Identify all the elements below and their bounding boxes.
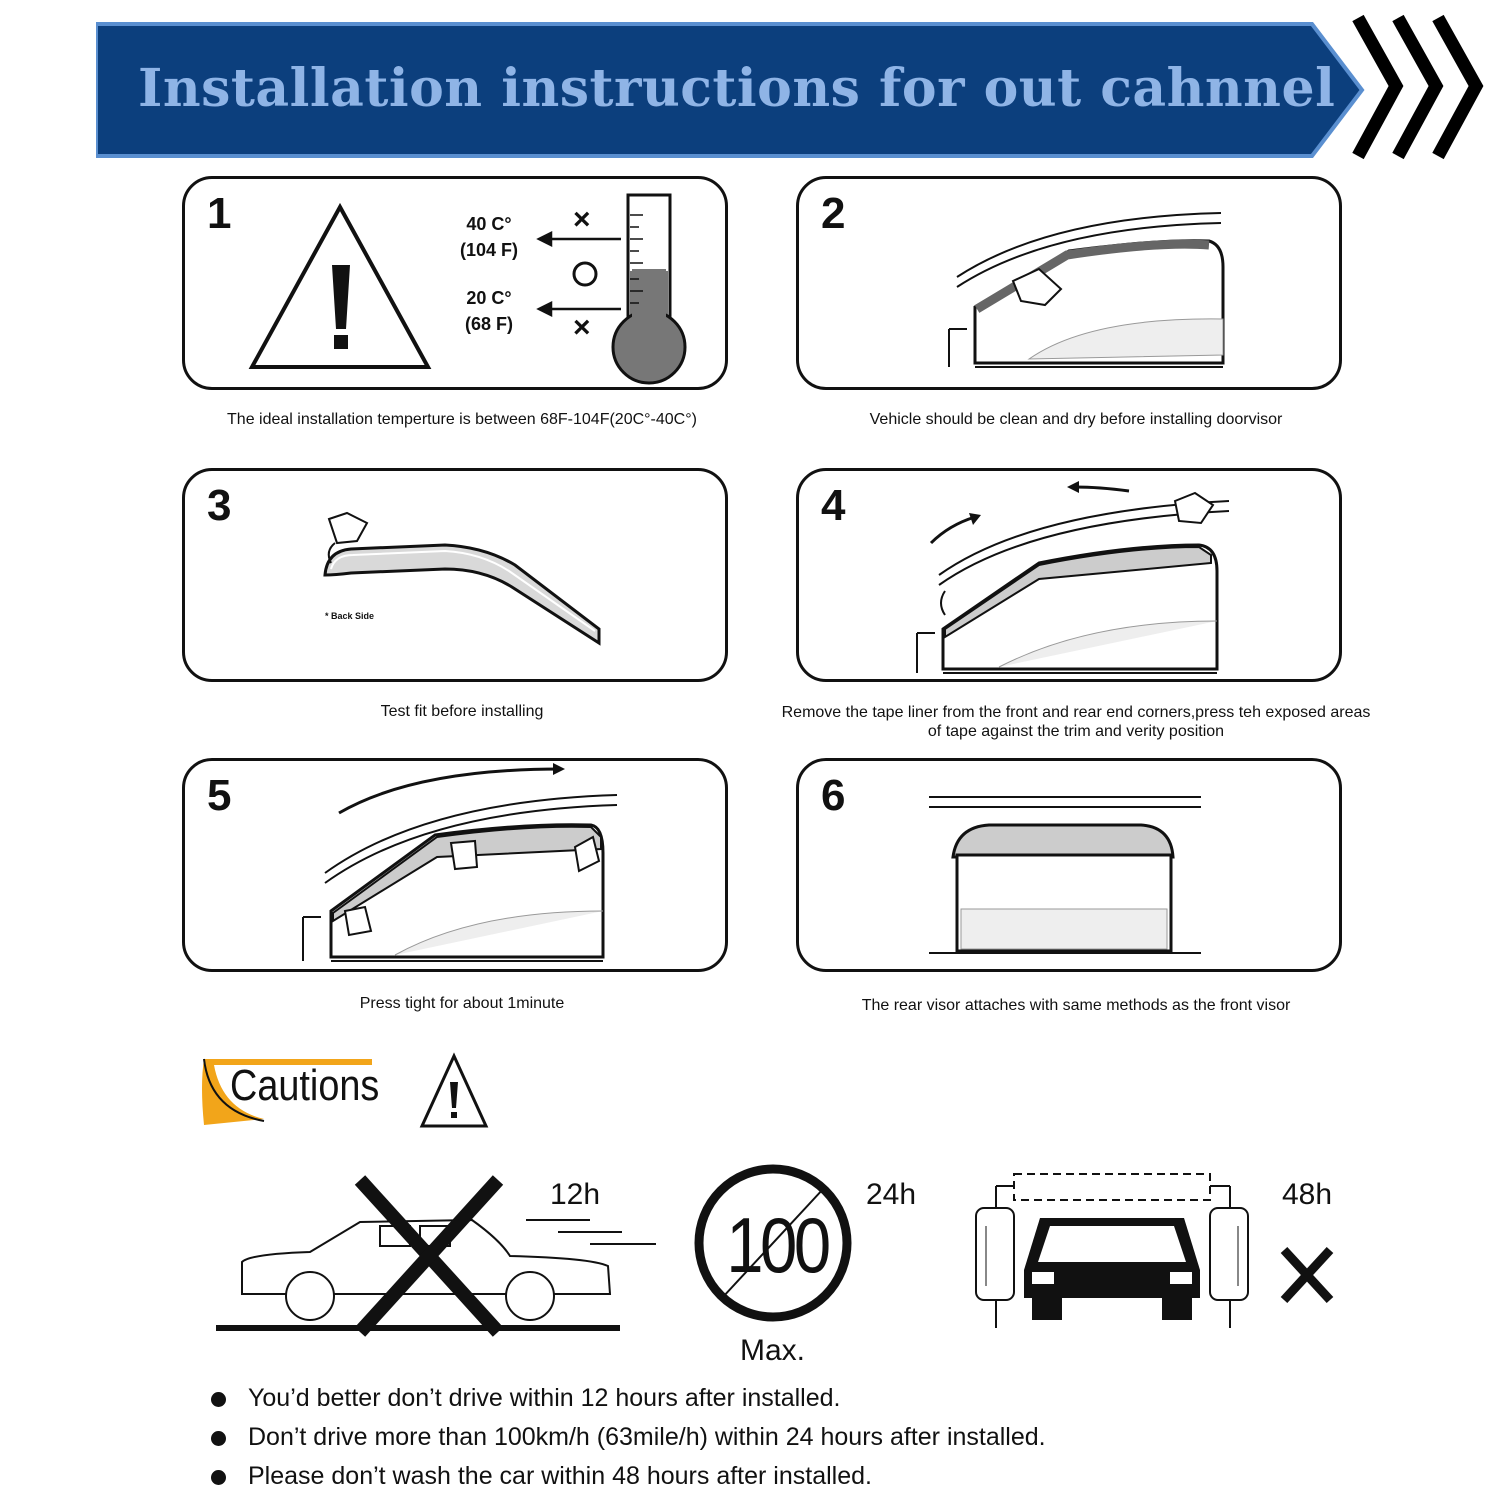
no-wash-hours-label: 48h — [1282, 1178, 1333, 1211]
caution-warning-icon — [418, 1052, 490, 1130]
car-window-cleaning-art — [799, 179, 1342, 390]
step-2-panel — [796, 176, 1342, 390]
page-title: Installation instructions for out cahnnel — [138, 58, 1336, 119]
visor-test-fit-art — [185, 471, 728, 682]
chevron-right-icon — [1350, 14, 1490, 160]
step-number: 1 — [207, 189, 232, 238]
press-visor-art — [185, 761, 728, 972]
step-1-caption: The ideal installation temperture is between 68F-104F(20C°-40C°) — [227, 411, 697, 428]
tape-liner-removal-art — [799, 471, 1342, 682]
no-drive-hours-label: 12h — [550, 1178, 601, 1211]
step-5-panel — [182, 758, 728, 972]
step-4-panel — [796, 468, 1342, 682]
caution-notes-list — [208, 1383, 1046, 1500]
cautions-title: Cautions — [230, 1061, 380, 1110]
step-number: 2 — [821, 189, 846, 238]
step-3-caption: Test fit before installing — [380, 703, 544, 720]
speed-hours-label: 24h — [866, 1178, 917, 1211]
hand-icon — [329, 513, 367, 543]
bullet-icon — [211, 1470, 226, 1485]
no-drive-car-art — [210, 1170, 670, 1345]
high-temperature-label: 40 C° (104 F) — [459, 214, 519, 260]
hand-icon — [1175, 493, 1213, 523]
low-temperature-label: 20 C° (68 F) — [464, 288, 513, 334]
step-4-caption: Remove the tape liner from the front and rear end corners,press teh exposed areas of tape against the trim and verity position — [781, 704, 1371, 740]
rear-visor-art — [799, 761, 1342, 972]
step-number: 4 — [821, 481, 846, 530]
step-1-panel — [182, 176, 728, 390]
mark-low: × — [573, 311, 591, 344]
speed-unit-label: Max. — [740, 1334, 806, 1367]
bullet-icon — [211, 1431, 226, 1446]
list-item: Please don’t wash the car within 48 hours after installed. — [208, 1461, 1046, 1500]
step-number: 5 — [207, 771, 232, 820]
step-5-caption: Press tight for about 1minute — [359, 995, 565, 1012]
car-wash-art — [968, 1166, 1268, 1336]
step-6-caption: The rear visor attaches with same methods as the front visor — [861, 997, 1291, 1014]
step-6-panel — [796, 758, 1342, 972]
speed-limit-number: 100 — [726, 1201, 828, 1289]
back-side-label: * Back Side — [325, 611, 375, 621]
close-icon — [1278, 1244, 1336, 1306]
step-3-panel — [182, 468, 728, 682]
step-number: 6 — [821, 771, 846, 820]
list-item: You’d better don’t drive within 12 hours after installed. — [208, 1383, 1046, 1422]
step-2-caption: Vehicle should be clean and dry before installing doorvisor — [869, 411, 1283, 428]
header-banner — [96, 22, 1366, 158]
step-number: 3 — [207, 481, 232, 530]
mark-high: × — [573, 203, 591, 236]
hand-icon — [451, 841, 477, 869]
list-item: Don’t drive more than 100km/h (63mile/h) within 24 hours after installed. — [208, 1422, 1046, 1461]
bullet-icon — [211, 1392, 226, 1407]
cautions-heading — [200, 1055, 400, 1130]
